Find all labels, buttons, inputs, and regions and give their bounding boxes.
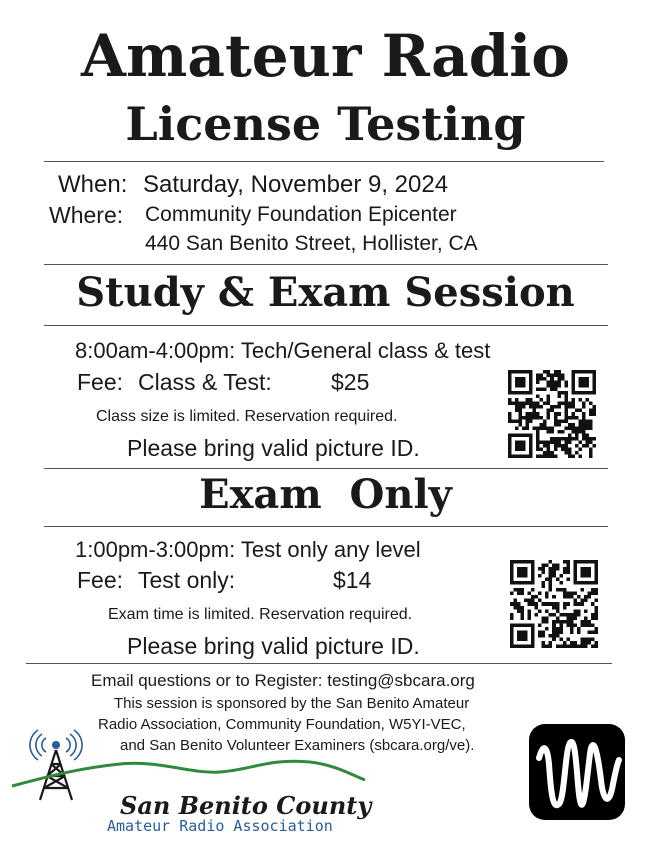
w5yi-wave-logo-icon	[529, 724, 625, 820]
radio-tower-icon	[10, 728, 380, 838]
where-line1: Community Foundation Epicenter	[145, 203, 457, 226]
when-label: When:	[58, 171, 128, 198]
exam-note: Exam time is limited. Reservation required.	[108, 606, 413, 623]
page-subtitle: License Testing	[125, 97, 526, 151]
study-note: Class size is limited. Reservation required.	[96, 408, 398, 425]
study-fee-label: Fee:	[77, 369, 124, 395]
divider	[44, 161, 604, 162]
sponsor-line-3: and San Benito Volunteer Examiners (sbcara.org/ve).	[120, 737, 475, 754]
study-fee-amount: $25	[331, 369, 370, 395]
sponsor-line-1: This session is sponsored by the San Benito Amateur	[114, 695, 470, 712]
study-id-note: Please bring valid picture ID.	[127, 435, 420, 461]
divider	[44, 325, 608, 326]
page-title: Amateur Radio	[81, 22, 570, 90]
sbcara-logo	[10, 728, 380, 838]
divider	[44, 468, 608, 469]
where-label: Where:	[49, 202, 124, 228]
sponsor-line-2: Radio Association, Community Foundation, W5YI-VEC,	[98, 716, 466, 733]
qr-code-icon[interactable]	[510, 560, 598, 648]
email-line: Email questions or to Register: testing@sbcara.org	[91, 671, 475, 690]
exam-fee-label: Fee:	[77, 567, 124, 593]
study-session-heading: Study & Exam Session	[76, 269, 575, 316]
exam-fee-item: Test only:	[138, 567, 236, 593]
exam-time: 1:00pm-3:00pm: Test only any level	[75, 537, 421, 562]
logo-name: San Benito County	[120, 791, 372, 820]
where-line2: 440 San Benito Street, Hollister, CA	[145, 232, 478, 255]
exam-id-note: Please bring valid picture ID.	[127, 633, 420, 659]
exam-fee-amount: $14	[333, 567, 372, 593]
study-session-time: 8:00am-4:00pm: Tech/General class & test	[75, 338, 491, 363]
divider	[44, 526, 608, 527]
qr-code-icon[interactable]	[508, 370, 596, 458]
when-value: Saturday, November 9, 2024	[143, 171, 449, 198]
logo-subname: Amateur Radio Association	[107, 817, 333, 835]
study-fee-item: Class & Test:	[138, 369, 272, 395]
divider	[26, 663, 612, 664]
divider	[44, 264, 608, 265]
exam-only-heading: Exam Only	[199, 471, 452, 518]
